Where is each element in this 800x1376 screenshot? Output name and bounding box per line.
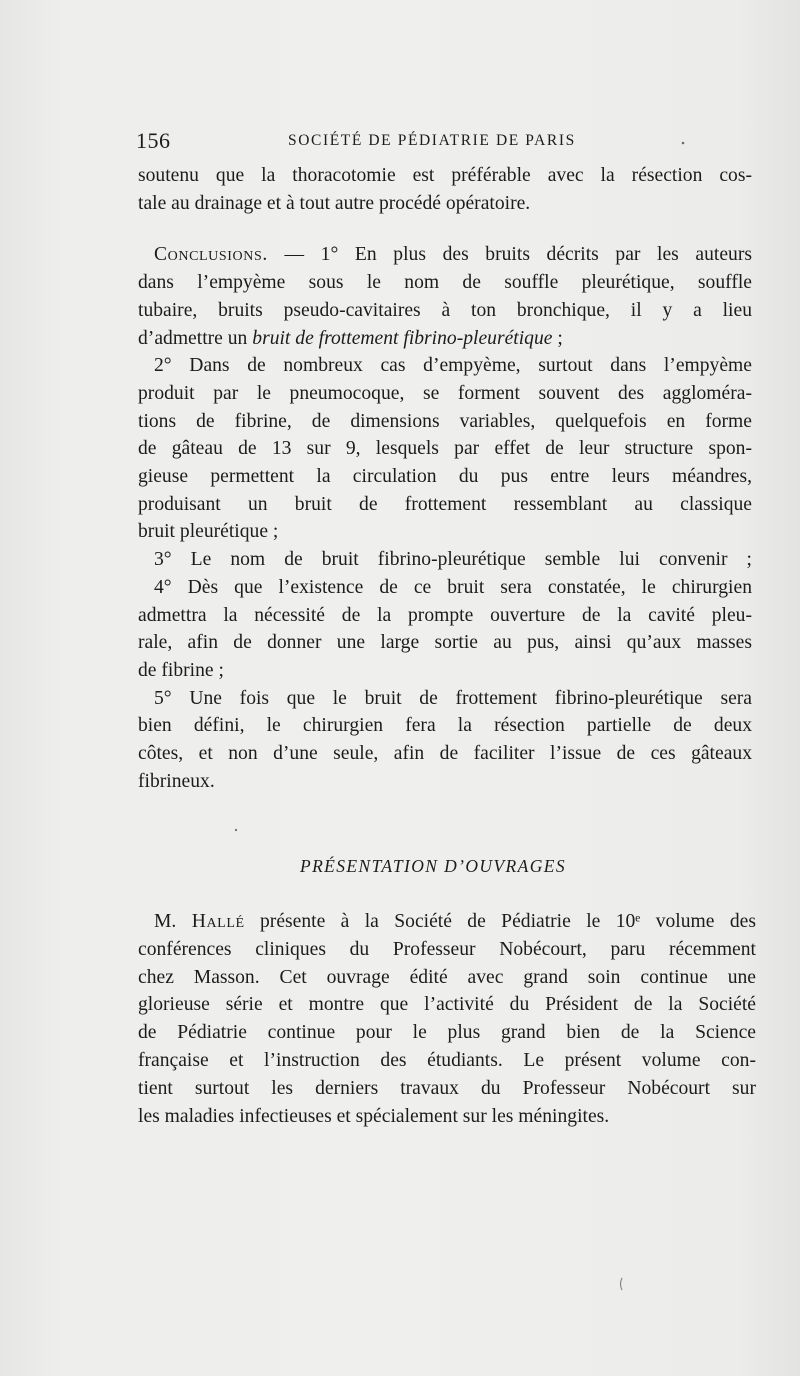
text-line: chez Masson. Cet ouvrage édité avec grand soin continue une — [138, 966, 756, 988]
text-line: dans l’empyème sous le nom de souffle pleurétique, souffle — [138, 272, 752, 294]
text-line: 5° Une fois que le bruit de frottement fibrino-pleurétique sera — [154, 687, 752, 709]
text-run: ; — [552, 327, 563, 349]
text-line: tubaire, bruits pseudo-cavitaires à ton bronchique, il y a lieu — [138, 299, 752, 321]
text-run: d’admettre un — [138, 327, 253, 349]
text-line: fibrineux. — [138, 770, 215, 792]
text-line: côtes, et non d’une seule, afin de faciliter l’issue de ces gâteaux — [138, 743, 752, 765]
section-text — [138, 908, 756, 1130]
text-line: de Pédiatrie continue pour le plus grand bien de la Science — [138, 1022, 756, 1044]
text-run: — 1° En plus des bruits décrits par les auteurs — [267, 244, 752, 266]
paper-speck — [682, 142, 685, 145]
page-number: 156 — [136, 128, 171, 153]
text-line: soutenu que la thoracotomie est préférable avec la résection cos- — [138, 165, 752, 186]
text-line: 2° Dans de nombreux cas d’empyème, surtout dans l’empyème — [154, 355, 752, 377]
text-line: bien défini, le chirurgien fera la résection partielle de deux — [138, 715, 752, 737]
paper-speck — [621, 1278, 623, 1290]
running-title: SOCIÉTÉ DE PÉDIATRIE DE PARIS — [288, 132, 576, 149]
text-line: conférences cliniques du Professeur Nobécourt, paru récemment — [138, 938, 756, 960]
italic-term: bruit de frottement fibrino-pleurétique — [252, 327, 553, 349]
text-line: gieuse permettent la circulation du pus entre leurs méandres, — [138, 466, 752, 488]
text-line: 3° Le nom de bruit fibrino-pleurétique semble lui convenir ; — [154, 549, 752, 571]
text-line: tions de fibrine, de dimensions variables, quelquefois en forme — [138, 410, 752, 432]
text-line: bruit pleurétique ; — [138, 521, 279, 543]
text-line: tale au drainage et à tout autre procédé opératoire. — [138, 192, 531, 214]
text-line: française et l’instruction des étudiants. Le présent volume con- — [138, 1049, 756, 1071]
text-line: admettra la nécessité de la prompte ouverture de la cavité pleu- — [138, 604, 752, 626]
text-line: rale, afin de donner une large sortie au pus, ainsi qu’aux masses — [138, 632, 752, 654]
text-line: 4° Dès que l’existence de ce bruit sera constatée, le chirurgien — [154, 576, 752, 598]
text-line: de gâteau de 13 sur 9, lesquels par effet de leur structure spon- — [138, 438, 752, 460]
paper-speck — [235, 829, 237, 831]
text-line: tient surtout les derniers travaux du Professeur Nobécourt sur — [138, 1077, 756, 1099]
author-name: Hallé — [191, 911, 245, 932]
page-header — [136, 128, 656, 158]
paragraph-gap — [138, 217, 752, 241]
conclusions-label: Conclusions. — [154, 244, 268, 266]
text-line — [138, 325, 752, 353]
text-run: M. — [154, 911, 192, 932]
body-text — [138, 162, 752, 795]
text-line: produit par le pneumocoque, se forment souvent des aggloméra- — [138, 382, 752, 404]
text-line — [138, 908, 756, 936]
text-run: présente à la Société de Pédiatrie le 10ᵉ volume des — [244, 911, 756, 932]
text-line: de fibrine ; — [138, 659, 224, 681]
section-heading: PRÉSENTATION D’OUVRAGES — [300, 856, 566, 876]
text-line: produisant un bruit de frottement ressemblant au classique — [138, 493, 752, 515]
text-line: les maladies infectieuses et spécialement sur les méningites. — [138, 1105, 610, 1127]
text-line: glorieuse série et montre que l’activité du Président de la Société — [138, 994, 756, 1016]
text-line — [138, 241, 752, 269]
